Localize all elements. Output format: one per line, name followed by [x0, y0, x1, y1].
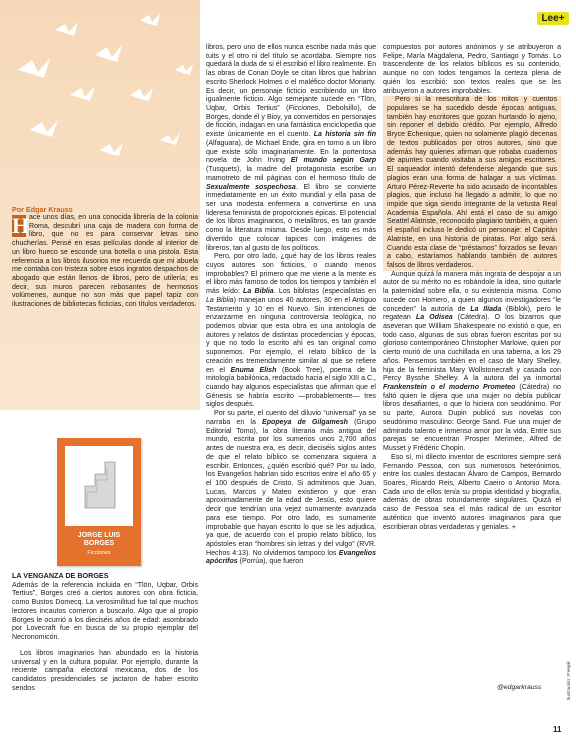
- book-cover-art-icon: [65, 446, 133, 526]
- sidebar-text: Además de la referencia incluida en “Tlön, Uqbar, Orbis Tertius”, Borges creó a ciertos autores con obra ficticia, como Bustos Domecq. La verosimilitud fue tal que muchos lectores incautos corrieron a buscarlo. Algo que al propio Borges le ocurrió a los dieciséis años de edad: asombrado por Lovecraft fue en busca de su propio ejemplar del Necronomicón.: [12, 581, 198, 642]
- paragraph: Eso sí, mi dilecto inventor de escritores siempre será Fernando Pessoa, con sus numerosos heterónimos, entre los cuales destacan Álvaro de Campos, Bernardo Soares, Ricardo Reis, Alberto Caeiro o Antonio Mora. Cada uno de ellos tenía su propia identidad y biografía, además de obras rotundamente singulares. Quizá el caso de Pessoa sea el más radical de un escritor auténtico que inventó autores imaginarios para que escribieran obras verdaderas y geniales. +: [383, 453, 561, 531]
- author-handle: @edgarkrauss: [497, 684, 542, 691]
- paragraph: libros, pero uno de ellos nunca escribe nada más que tuits y el otro ni del título se acordaba. Siempre nos quedará la duda de si él escribió el libro realmente. En las obras de Conan Doyle se citan libros que habrían escrito Sherlock Holmes o el maléfico doctor Moriarty. Es decir, un personaje ficticio escribiendo un libro igualmente ficticio. Algo semejante sucede en “Tlön, Uqbar, Orbis Tertius” (Ficciones, Debolsillo), de Borges, donde él y Bioy, ya convertidos en personajes de ficción, indagan en una fantástica enciclopedia que existe únicamente en el cuento. La historia sin fin (Alfaguara), de Michael Ende, gira en torno a un libro que existe sólo imaginariamente. En la portentosa novela de John Irving El mundo según Garp (Tusquets), la madre del protagonista escribe un mamotreto de mil páginas con el hermoso título de Sexualmente sospechosa. El libro se convierte inmediatamente en un éxito mundial y ella pasa de ser una modesta enfermera a convertirse en una lideresa feminista de proporciones épicas. El potencial de los libros imaginarios, o metalibros, es tan grande como la literatura misma. Desde luego, esto es más divertido que colocar tapices con imágenes de libreros, tan al gusto de los políticos.: [206, 44, 377, 252]
- paragraph: Por su parte, el cuento del diluvio “universal” ya se narraba en la Epopeya de Gilgamesh (Grupo Editorial Tomo), la obra literaria más antigua del mundo, escrita por los sumerios unos 2,700 años antes de nuestra era, es decir, dieciséis siglos antes de que el relato bíblico se comenzara siquiera a escribir. Entonces, ¿quién escribió qué? Por su lado, los Evangelios habrían sido escritos entre el año 65 y el 100 después de Cristo. Si admitimos que Juan, Lucas, Marcos y Mateo existieron y que eran aproximadamente de la edad de Jesús, esto quiere decir que tendrían una vejez sumamente avanzada para ese tiempo. Por otro lado, es sumamente improbable que hayan escrito lo que se les adjudica, ya que, de acuerdo con el propio relato bíblico, los apóstoles eran “hombres sin letras y del vulgo” (RVR. Hechos 4:13). No olvidemos tampoco los Evangelios apócrifos (Porrúa), que fueron: [206, 410, 377, 566]
- book-title: Ficciones: [87, 550, 111, 556]
- book-cover-ficciones: [57, 438, 141, 566]
- column-1-bottom: [12, 650, 198, 694]
- intro-paragraph: H ace unos días, en una conocida librería de la colonia Roma, descubrí una caja de madera con forma de libro, que no es para conservar letras sino chucherías. Pensé en esas películas donde al interior de un libro hueco se esconde una botella o una pistola. Esta referencia a los libros ilusorios me recuerda que mi abuela me contaba con tristeza sobre esos ingratos despachos de abogado que están llenos de libros, pero de utilería; es decir, sus muros parecen rebosantes de hermosos volúmenes, aunque no son más que papel tapiz con ilustraciones de bibliotecas ficticias, con títulos verdaderos.: [12, 213, 198, 309]
- paragraph: Pero, por otro lado, ¿qué hay de los libros reales cuyos autores son ficticios, o cuando menos improbables? El primero que me viene a la mente es el libro más famoso de todos los tiempos y también el más leído: La Biblia. Los biblistas (especialistas en La Biblia) manejan unos 40 autores, 30 en el Antiguo Testamento y 10 en el Nuevo. Sin intenciones de enzarzarme en ninguna controversia teológica, no podemos obviar que esta obra es una antología de autores y relatos de distintas procedencias y épocas, y que no todo lo escrito ahí es tan original como suponemos. Por ejemplo, el relato bíblico de la creación es tremendamente similar al que se refiere en el Enuma Elish (Book Tree), poema de la mitología babilónica, redactado hacia el siglo XIII a.C., cuando hay algunos especialistas que afirman que el Génesis se habría escrito —probablemente— tres siglos después.: [206, 253, 376, 409]
- lee-plus-logo: Lee+: [537, 12, 569, 25]
- column-1: [12, 214, 198, 310]
- column-3: [383, 44, 561, 532]
- dropcap: H: [12, 213, 30, 238]
- paragraph: compuestos por autores anónimos y se atribuyeron a Felipe, María Magdalena, Pedro, Santiago y Tomás. Lo trascendente de los relatos bíblicos es su contenido, aunque no con todos tengamos la certeza plena de quién los escribió: son textos reales que se les atribuyeron a autores improbables.: [383, 44, 561, 95]
- highlighted-paragraph: Pero si la reescritura de los mitos y cuentos populares se ha sucedido desde épocas antiguas, también hay escritores que gozan hurtando lo ajeno, sin reponer el debido crédito. Por ejemplo, Alfredo Bryce Echenique, quien no solamente plagió decenas de textos publicados por otros autores, sino que además hay quienes afirman que robaba cuadernos de apuntes cuando visitaba a sus amigos escritores. El saqueador intentó defenderse alegando que sus plagios eran una forma de halagar a sus víctimas. Arturo Pérez-Reverte ha sido acusado de incontables plagios, que incluso ha llegado a admitir, lo que no impide que siga siendo integrante de la vetusta Real Academia Española. Ahí está el caso de su amigo Seattel Alatriste, reconocido plagiario también, a quien el español incluso le dedicó un personaje: el Capitán Alatriste, en una historia de piratas. Por algo será. Cuando esta clase de “préstamos” forzados se llevan a cabo, estaríamos hablando también de autores falsos de libros verdaderos.: [383, 96, 561, 270]
- book-author: JORGE LUIS BORGES: [77, 532, 121, 547]
- paragraph: Los libros imaginarios han abundado en la historia universal y en la cultura popular. Por ejemplo, durante la reciente campaña electoral mexicana, dos de los candidatos presidenciales se jactaron de haber escrito sendos: [12, 650, 198, 692]
- column-2: [206, 44, 376, 567]
- paragraph: Aunque quizá la manera más ingrata de despojar a un autor de su mérito no es robándole la idea, sino quitarle la paternidad sobre ella, o su existencia misma. Como sucede con Homero, a quien algunos investigadores “le conceden” la autoría de La Ilíada (Biblok), pero le regatean La Odisea (Cátedra). O los bizarros que aseveran que William Shakespeare no existió o que, en todo caso, algunas de sus obras fueron escritas por su glorioso contemporáneo Christopher Marlowe, quien por cierto murió de una cuchillada en una taberna, a los 29 años. Pensemos también en el caso de Mary Shelley, hija de la feminista Mary Wollstonecraft y casada con Percy Bysshe Shelley. A la autora del ya inmortal Frankenstein o el moderno Prometeo (Cátedra) no faltó quien le dijera que una mujer no debía publicar libros desafiantes, o que lo hiciera con seudónimo. Por su parte, Aurora Dupin publicó sus novelas con seudónimo masculino: George Sand. Fue una mujer de admirado talento e inmenso amor por la vida. Entre sus parejas se encuentran Prosper Merimée, Alfred de Musset y Frédéric Chopin.: [383, 270, 562, 453]
- sidebar-box: [12, 572, 198, 643]
- byline: Por Edgar Krauss: [12, 205, 73, 214]
- flying-birds-icon: [0, 0, 200, 210]
- sidebar-title: LA VENGANZA DE BORGES: [12, 571, 109, 580]
- page-number: 11: [553, 725, 562, 734]
- illustration-credit: Ilustración: Freepik: [566, 661, 571, 700]
